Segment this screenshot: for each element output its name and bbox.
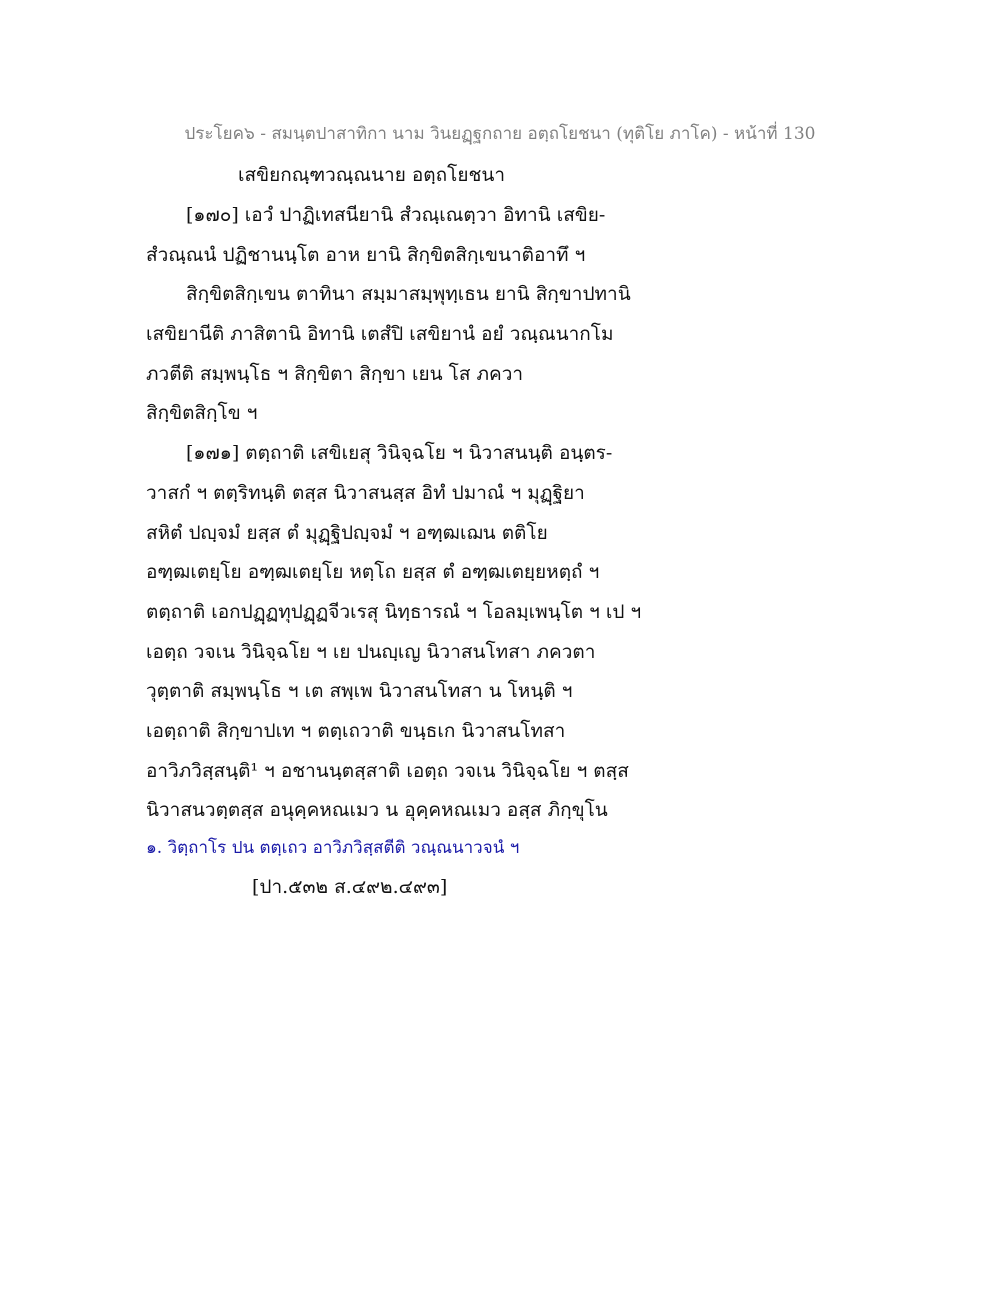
body-line: ตตฺถาติ เอกปฏฺฏทุปฏฺฏจีวเรสุ นิทฺธารณํ ฯ โอลมฺเพนฺโต ฯ เป ฯ: [146, 600, 642, 623]
page-reference: [ปา.๕๓๒ ส.๔๙๒.๔๙๓]: [252, 876, 448, 898]
section-title: เสขิยกณฺฑวณฺณนาย อตฺถโยชนา: [238, 164, 506, 186]
body-line: สิกฺขิตสิกฺเขน ตาทินา สมฺมาสมฺพุทฺเธน ยานิ สิกฺขาปทานิ: [186, 283, 631, 306]
body-line: วาสกํ ฯ ตตฺริทนฺติ ตสฺส นิวาสนสฺส อิทํ ปมาณํ ฯ มุฏฺฐิยา: [146, 481, 585, 504]
body-line: สิกฺขิตสิกฺโข ฯ: [146, 402, 258, 425]
body-line: อาวิภวิสฺสนฺติ¹ ฯ อชานนฺตสฺสาติ เอตฺถ วจเน วินิจฺฉโย ฯ ตสฺส: [146, 759, 629, 782]
body-line: สหิตํ ปญฺจมํ ยสฺส ตํ มุฏฺฐิปญฺจมํ ฯ อฑฺฒเฌน ตติโย: [146, 521, 548, 544]
body-line: [๑๗๑] ตตฺถาติ เสขิเยสุ วินิจฺฉโย ฯ นิวาสนนฺติ อนฺตร-: [186, 442, 613, 465]
body-line: ภวตีติ สมฺพนฺโธ ฯ สิกฺขิตา สิกฺขา เยน โส ภควา: [146, 362, 524, 385]
body-text: [146, 196, 866, 831]
body-line: เอตฺถ วจเน วินิจฺฉโย ฯ เย ปนญฺเญ นิวาสนโทสา ภควตา: [146, 640, 596, 663]
footnote: ๑. วิตฺถาโร ปน ตตฺเถว อาวิภวิสฺสตีติ วณฺณนาวจนํ ฯ: [146, 838, 520, 858]
body-line: เอตฺถาติ สิกฺขาปเท ฯ ตตฺเถวาติ ขนฺธเก นิวาสนโทสา: [146, 719, 566, 742]
body-line: วุตฺตาติ สมฺพนฺโธ ฯ เต สพฺเพ นิวาสนโทสา น โหนฺติ ฯ: [146, 680, 573, 703]
body-line: นิวาสนวตฺตสฺส อนุคฺคหณเมว น อุคฺคหณเมว อสฺส ภิกฺขุโน: [146, 799, 608, 822]
body-line: อฑฺฒเตยฺโย อฑฺฒเตยฺโย หตฺโถ ยสฺส ตํ อฑฺฒเตยฺยหตฺถํ ฯ: [146, 561, 600, 584]
body-line: [๑๗๐] เอวํ ปาฏิเทสนียานิ สํวณฺเณตฺวา อิทานิ เสขิย-: [186, 204, 606, 226]
page-header: ประโยค๖ - สมนฺตปาสาทิกา นาม วินยฏฺฐกถาย อตฺถโยชนา (ทุติโย ภาโค) - หน้าที่ 130: [184, 124, 816, 144]
body-line: สํวณฺณนํ ปฏิชานนฺโต อาห ยานิ สิกฺขิตสิกฺเขนาติอาทึ ฯ: [146, 243, 586, 266]
body-line: เสขิยานีติ ภาสิตานิ อิทานิ เตสํปิ เสขิยานํ อยํ วณฺณนากโม: [146, 323, 614, 346]
